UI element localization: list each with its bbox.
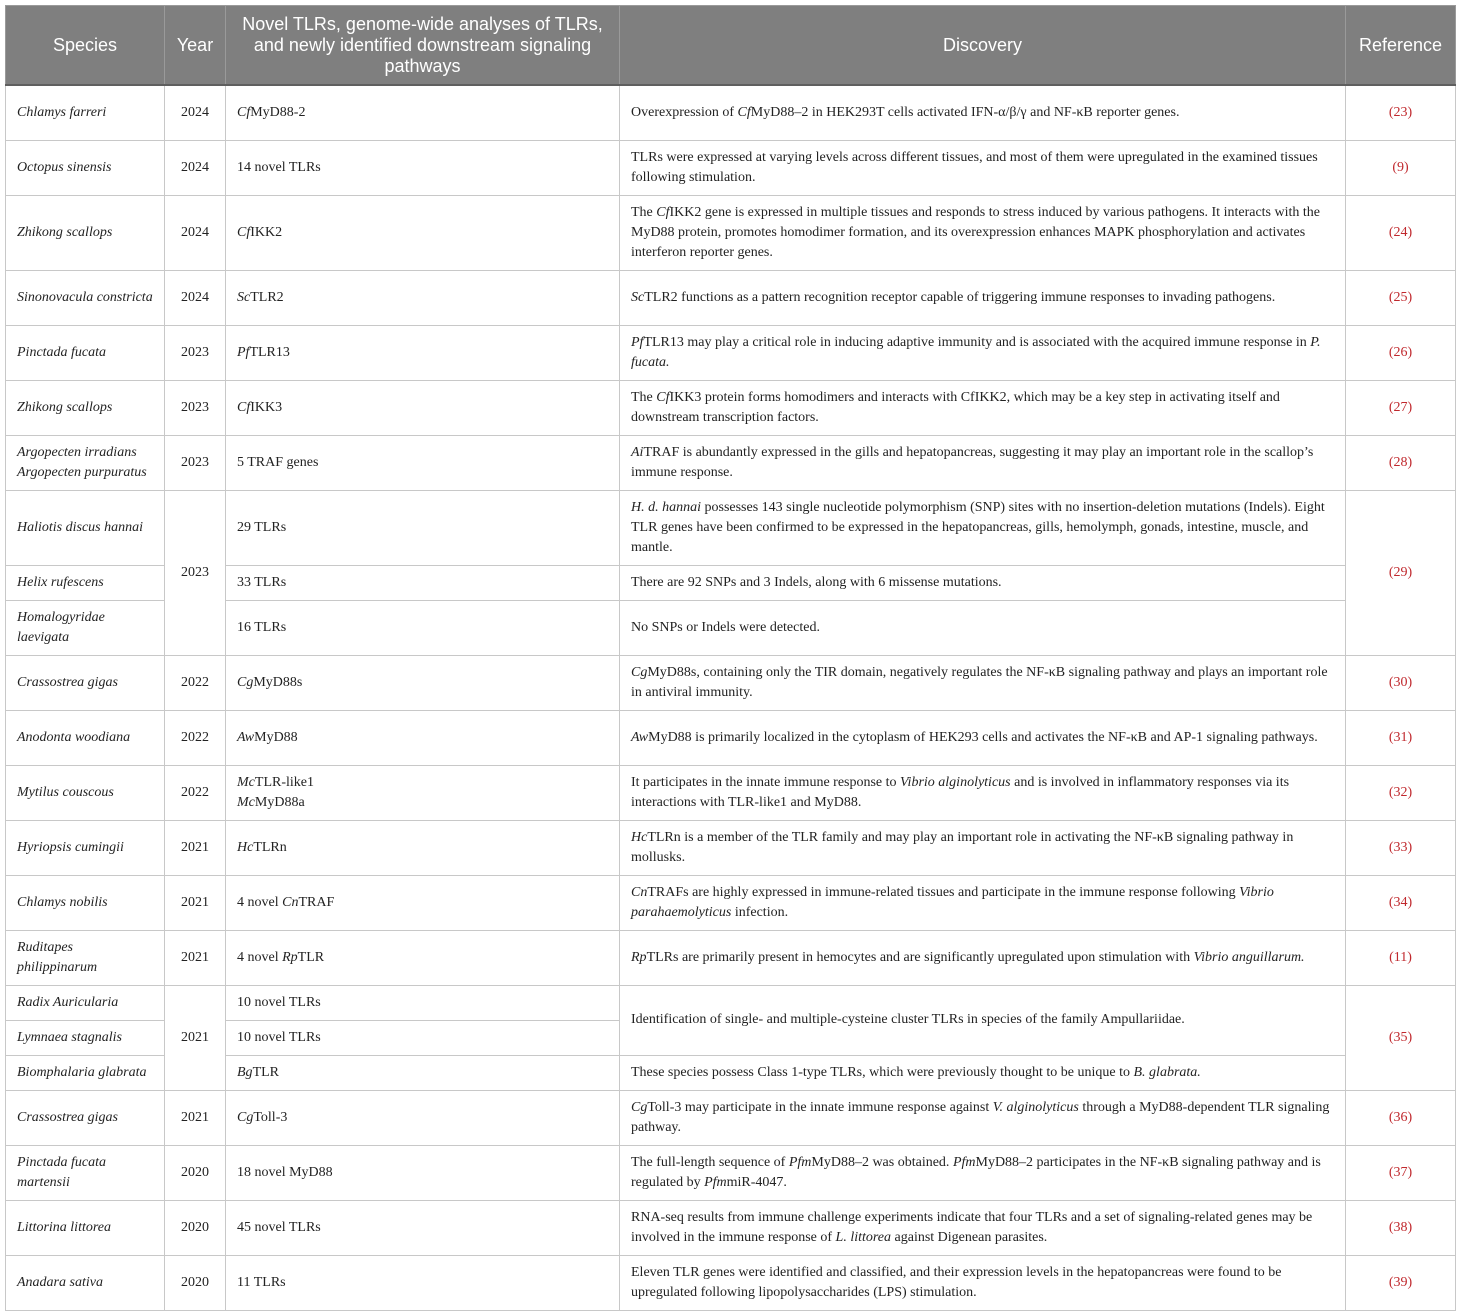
reference-link[interactable]: 11 [1393,949,1408,965]
reference-cell[interactable]: (29) [1346,490,1456,655]
reference-link[interactable]: 38 [1393,1219,1408,1235]
discovery-cell: CgToll-3 may participate in the innate immune response against V. alginolyticus through a MyD88-dependent TLR signaling pathway. [620,1090,1346,1145]
reference-link[interactable]: 35 [1393,1029,1408,1045]
table-row [6,1145,1456,1200]
species-cell: Haliotis discus hannai [6,490,165,565]
reference-link[interactable]: 32 [1393,784,1408,800]
reference-cell[interactable]: (35) [1346,985,1456,1090]
reference-link[interactable]: 33 [1393,839,1408,855]
novel-cell: CgMyD88s [226,655,620,710]
novel-cell: CgToll-3 [226,1090,620,1145]
reference-link[interactable]: 39 [1393,1274,1408,1290]
discovery-cell: HcTLRn is a member of the TLR family and may play an important role in activating the NF-κB signaling pathway in mollusks. [620,820,1346,875]
reference-cell[interactable]: (23) [1346,85,1456,140]
species-cell: Ruditapes philippinarum [6,930,165,985]
species-cell: Radix Auricularia [6,985,165,1020]
novel-cell: HcTLRn [226,820,620,875]
reference-link[interactable]: 30 [1393,674,1408,690]
year-cell: 2020 [165,1200,226,1255]
discovery-cell: CgMyD88s, containing only the TIR domain, negatively regulates the NF-κB signaling pathway and plays an important role in antiviral immunity. [620,655,1346,710]
novel-cell: 18 novel MyD88 [226,1145,620,1200]
species-cell: Homalogyridae laevigata [6,600,165,655]
species-cell: Zhikong scallops [6,195,165,270]
table-row [6,270,1456,325]
reference-link[interactable]: 28 [1393,454,1408,470]
reference-link[interactable]: 9 [1397,159,1404,175]
tlr-table [5,5,1456,1311]
discovery-cell: AiTRAF is abundantly expressed in the gills and hepatopancreas, suggesting it may play an important role in the scallop’s immune response. [620,435,1346,490]
year-cell: 2024 [165,195,226,270]
reference-link[interactable]: 34 [1393,894,1408,910]
discovery-cell: There are 92 SNPs and 3 Indels, along with 6 missense mutations. [620,565,1346,600]
reference-link[interactable]: 24 [1393,224,1408,240]
species-cell: Chlamys farreri [6,85,165,140]
species-cell: Chlamys nobilis [6,875,165,930]
table-row [6,820,1456,875]
reference-link[interactable]: 23 [1393,104,1408,120]
year-cell: 2020 [165,1145,226,1200]
table-row [6,875,1456,930]
reference-cell[interactable]: (34) [1346,875,1456,930]
reference-cell[interactable]: (30) [1346,655,1456,710]
year-cell: 2024 [165,270,226,325]
table-row [6,490,1456,565]
novel-cell: McTLR-like1 McMyD88a [226,765,620,820]
species-cell: Crassostrea gigas [6,655,165,710]
novel-cell: 10 novel TLRs [226,985,620,1020]
header-species: Species [6,6,165,86]
discovery-cell: ScTLR2 functions as a pattern recognition receptor capable of triggering immune responses to invading pathogens. [620,270,1346,325]
header-row [6,6,1456,86]
species-cell: Pinctada fucata martensii [6,1145,165,1200]
novel-cell: 16 TLRs [226,600,620,655]
discovery-cell: Eleven TLR genes were identified and classified, and their expression levels in the hepatopancreas were found to be upregulated following lipopolysaccharides (LPS) stimulation. [620,1255,1346,1310]
discovery-cell: The CfIKK3 protein forms homodimers and interacts with CfIKK2, which may be a key step in activating itself and downstream transcription factors. [620,380,1346,435]
reference-link[interactable]: 26 [1393,344,1408,360]
reference-cell[interactable]: (25) [1346,270,1456,325]
year-cell: 2021 [165,820,226,875]
year-cell: 2021 [165,1090,226,1145]
year-cell: 2023 [165,380,226,435]
reference-cell[interactable]: (27) [1346,380,1456,435]
table-row [6,435,1456,490]
year-cell: 2021 [165,875,226,930]
species-cell: Octopus sinensis [6,140,165,195]
table-row [6,1090,1456,1145]
discovery-cell: CnTRAFs are highly expressed in immune-related tissues and participate in the immune response following Vibrio parahaemolyticus infection. [620,875,1346,930]
reference-cell[interactable]: (32) [1346,765,1456,820]
table-row [6,140,1456,195]
discovery-cell: RNA-seq results from immune challenge experiments indicate that four TLRs and a set of signaling-related genes may be involved in the immune response of L. littorea against Digenean parasites. [620,1200,1346,1255]
species-cell: Lymnaea stagnalis [6,1020,165,1055]
table-row [6,1255,1456,1310]
discovery-cell: No SNPs or Indels were detected. [620,600,1346,655]
year-cell: 2022 [165,710,226,765]
table-row [6,985,1456,1020]
novel-cell: 4 novel RpTLR [226,930,620,985]
header-year: Year [165,6,226,86]
species-cell: Hyriopsis cumingii [6,820,165,875]
reference-cell[interactable]: (26) [1346,325,1456,380]
novel-cell: 10 novel TLRs [226,1020,620,1055]
species-cell: Biomphalaria glabrata [6,1055,165,1090]
table-row [6,930,1456,985]
reference-cell[interactable]: (9) [1346,140,1456,195]
reference-cell[interactable]: (38) [1346,1200,1456,1255]
reference-link[interactable]: 25 [1393,289,1408,305]
table-row [6,655,1456,710]
year-cell: 2021 [165,985,226,1090]
table-row [6,380,1456,435]
discovery-cell: H. d. hannai possesses 143 single nucleotide polymorphism (SNP) sites with no insertion-deletion mutations (Indels). Eight TLR genes have been confirmed to be expressed in the hepatopancreas, gills, hemolymph, gonads, intestine, muscle, and mantle. [620,490,1346,565]
table-row [6,325,1456,380]
species-cell: Zhikong scallops [6,380,165,435]
novel-cell: AwMyD88 [226,710,620,765]
reference-cell[interactable]: (36) [1346,1090,1456,1145]
table-row [6,85,1456,140]
reference-cell[interactable]: (31) [1346,710,1456,765]
discovery-cell: RpTLRs are primarily present in hemocytes and are significantly upregulated upon stimulation with Vibrio anguillarum. [620,930,1346,985]
novel-cell: PfTLR13 [226,325,620,380]
header-novel: Novel TLRs, genome-wide analyses of TLRs, and newly identified downstream signaling pathways [226,6,620,86]
reference-link[interactable]: 27 [1393,399,1408,415]
species-cell: Argopecten irradians Argopecten purpuratus [6,435,165,490]
species-cell: Anodonta woodiana [6,710,165,765]
discovery-cell: PfTLR13 may play a critical role in inducing adaptive immunity and is associated with the acquired immune response in P. fucata. [620,325,1346,380]
table-row [6,195,1456,270]
reference-link[interactable]: 31 [1393,729,1408,745]
year-cell: 2022 [165,655,226,710]
table-row [6,765,1456,820]
species-cell: Pinctada fucata [6,325,165,380]
species-cell: Crassostrea gigas [6,1090,165,1145]
discovery-cell: It participates in the innate immune response to Vibrio alginolyticus and is involved in inflammatory responses via its interactions with TLR-like1 and MyD88. [620,765,1346,820]
novel-cell: 5 TRAF genes [226,435,620,490]
species-cell: Helix rufescens [6,565,165,600]
reference-cell[interactable]: (11) [1346,930,1456,985]
species-cell: Anadara sativa [6,1255,165,1310]
reference-cell[interactable]: (37) [1346,1145,1456,1200]
novel-cell: CfMyD88-2 [226,85,620,140]
reference-cell[interactable]: (33) [1346,820,1456,875]
novel-cell: 29 TLRs [226,490,620,565]
reference-cell[interactable]: (24) [1346,195,1456,270]
header-discovery: Discovery [620,6,1346,86]
novel-cell: 45 novel TLRs [226,1200,620,1255]
year-cell: 2023 [165,435,226,490]
novel-cell: CfIKK3 [226,380,620,435]
reference-cell[interactable]: (39) [1346,1255,1456,1310]
novel-cell: 14 novel TLRs [226,140,620,195]
year-cell: 2021 [165,930,226,985]
table-row [6,1200,1456,1255]
year-cell: 2020 [165,1255,226,1310]
species-cell: Littorina littorea [6,1200,165,1255]
species-cell: Mytilus couscous [6,765,165,820]
reference-link[interactable]: 37 [1393,1164,1408,1180]
reference-link[interactable]: 29 [1393,564,1408,580]
novel-cell: ScTLR2 [226,270,620,325]
table-row [6,710,1456,765]
discovery-cell: Overexpression of CfMyD88–2 in HEK293T cells activated IFN-α/β/γ and NF-κB reporter genes. [620,85,1346,140]
discovery-cell: The full-length sequence of PfmMyD88–2 was obtained. PfmMyD88–2 participates in the NF-κB signaling pathway and is regulated by PfmmiR-4047. [620,1145,1346,1200]
novel-cell: 11 TLRs [226,1255,620,1310]
novel-cell: 4 novel CnTRAF [226,875,620,930]
year-cell: 2024 [165,85,226,140]
discovery-cell: AwMyD88 is primarily localized in the cytoplasm of HEK293 cells and activates the NF-κB and AP-1 signaling pathways. [620,710,1346,765]
discovery-cell: These species possess Class 1-type TLRs, which were previously thought to be unique to B. glabrata. [620,1055,1346,1090]
novel-cell: CfIKK2 [226,195,620,270]
novel-cell: BgTLR [226,1055,620,1090]
species-cell: Sinonovacula constricta [6,270,165,325]
year-cell: 2024 [165,140,226,195]
header-reference: Reference [1346,6,1456,86]
novel-cell: 33 TLRs [226,565,620,600]
reference-cell[interactable]: (28) [1346,435,1456,490]
year-cell: 2023 [165,490,226,655]
discovery-cell: TLRs were expressed at varying levels across different tissues, and most of them were upregulated in the examined tissues following stimulation. [620,140,1346,195]
reference-link[interactable]: 36 [1393,1109,1408,1125]
discovery-cell: Identification of single- and multiple-cysteine cluster TLRs in species of the family Ampullariidae. [620,985,1346,1055]
discovery-cell: The CfIKK2 gene is expressed in multiple tissues and responds to stress induced by various pathogens. It interacts with the MyD88 protein, promotes homodimer formation, and its overexpression enhances MAPK phosphorylation and activates interferon reporter genes. [620,195,1346,270]
year-cell: 2022 [165,765,226,820]
year-cell: 2023 [165,325,226,380]
